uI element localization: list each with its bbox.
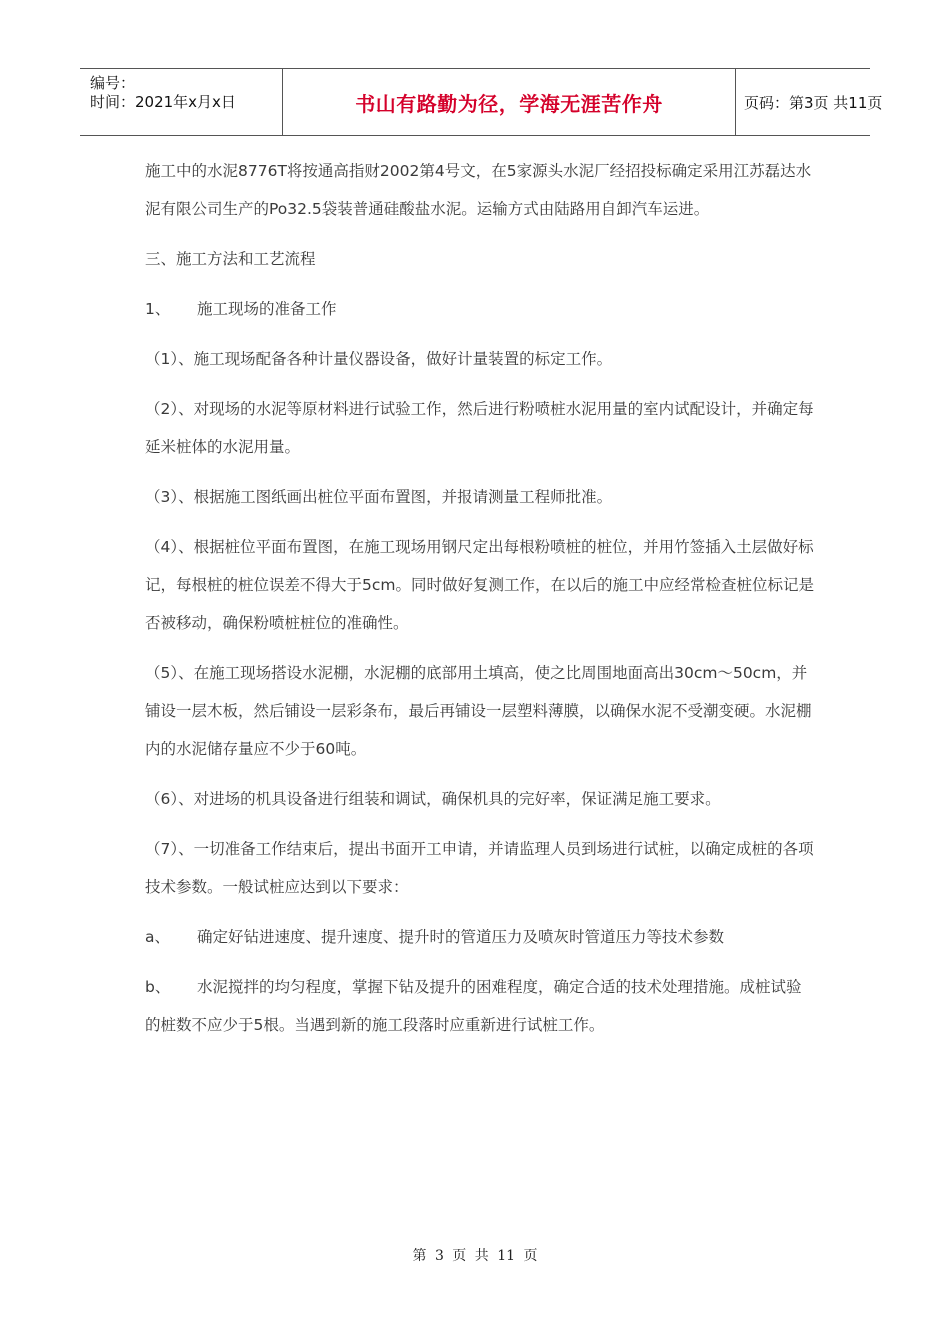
paragraph-text: 水泥搅拌的均匀程度，掌握下钻及提升的困难程度，确定合适的技术处理措施。成桩试验的桩数不应少于5根。当遇到新的施工段落时应重新进行试桩工作。 xyxy=(145,978,802,1034)
paragraph-text: （1）、施工现场配备各种计量仪器设备，做好计量装置的标定工作。 xyxy=(145,350,613,368)
subsection-heading xyxy=(145,290,815,328)
list-item xyxy=(145,918,815,956)
paragraph-text: 三、施工方法和工艺流程 xyxy=(145,250,316,268)
header-motto-cell xyxy=(282,69,736,135)
paragraph-text: （2）、对现场的水泥等原材料进行试验工作，然后进行粉喷桩水泥用量的室内试配设计，并确定每延米桩体的水泥用量。 xyxy=(145,400,814,456)
header-meta-cell xyxy=(80,69,282,135)
paragraph-text: （6）、对进场的机具设备进行组装和调试，确保机具的完好率，保证满足施工要求。 xyxy=(145,790,721,808)
list-item xyxy=(145,654,815,768)
header-motto: 书山有路勤为径，学海无涯苦作舟 xyxy=(355,91,663,116)
list-number: 1、 xyxy=(145,300,171,318)
paragraph-cement-source xyxy=(145,152,815,228)
page-footer: 第 3 页 共 11 页 xyxy=(412,1248,538,1264)
paragraph-text: （4）、根据桩位平面布置图，在施工现场用钢尺定出每根粉喷桩的桩位，并用竹签插入土层做好标记，每根桩的桩位误差不得大于5cm。同时做好复测工作，在以后的施工中应经常检查桩位标记是否被移动，确保粉喷桩桩位的准确性。 xyxy=(145,538,814,632)
list-item xyxy=(145,968,815,1044)
header-page-cell xyxy=(736,69,883,135)
list-item xyxy=(145,528,815,642)
paragraph-text: （3）、根据施工图纸画出桩位平面布置图，并报请测量工程师批准。 xyxy=(145,488,613,506)
header-page-info: 页码：第3页 共11页 xyxy=(744,93,883,112)
list-item xyxy=(145,390,815,466)
paragraph-text: （7）、一切准备工作结束后，提出书面开工申请，并请监理人员到场进行试桩，以确定成桩的各项技术参数。一般试桩应达到以下要求： xyxy=(145,840,814,896)
list-item xyxy=(145,780,815,818)
paragraph-text: （5）、在施工现场搭设水泥棚，水泥棚的底部用土填高，使之比周围地面高出30cm～50cm，并铺设一层木板，然后铺设一层彩条布，最后再铺设一层塑料薄膜，以确保水泥不受潮变硬。水泥棚内的水泥储存量应不少于60吨。 xyxy=(145,664,812,758)
paragraph-text: 施工现场的准备工作 xyxy=(197,300,337,318)
list-item xyxy=(145,478,815,516)
paragraph-text: 施工中的水泥8776T将按通高指财2002第4号文，在5家源头水泥厂经招投标确定采用江苏磊达水泥有限公司生产的Po32.5袋装普通硅酸盐水泥。运输方式由陆路用自卸汽车运进。 xyxy=(145,162,812,218)
list-item xyxy=(145,340,815,378)
document-number-label: 编号： xyxy=(90,74,136,92)
document-date-label: 时间：2021年x月x日 xyxy=(90,93,236,111)
list-item xyxy=(145,830,815,906)
section-heading xyxy=(145,240,815,278)
document-header xyxy=(80,68,883,136)
list-number: a、 xyxy=(145,928,170,946)
document-body xyxy=(145,152,815,1056)
paragraph-text: 确定好钻进速度、提升速度、提升时的管道压力及喷灰时管道压力等技术参数 xyxy=(197,928,725,946)
list-number: b、 xyxy=(145,978,171,996)
